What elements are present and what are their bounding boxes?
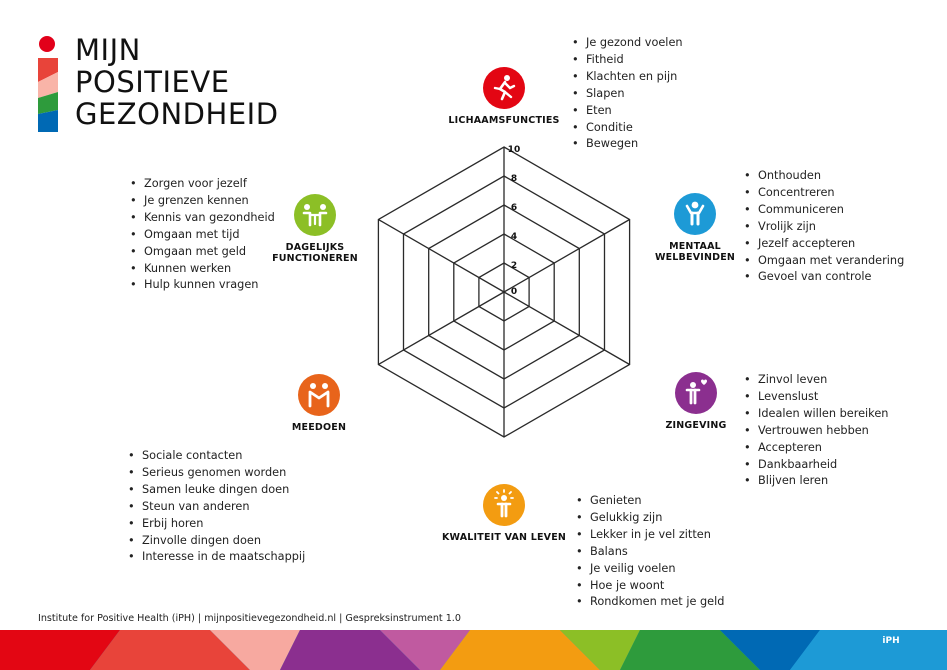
- list-item: • Bewegen: [570, 136, 683, 153]
- list-item: • Steun van anderen: [126, 499, 305, 516]
- list-item: • Je veilig voelen: [574, 561, 724, 578]
- radar-spoke: [504, 220, 630, 293]
- list-item: • Conditie: [570, 120, 683, 137]
- radar-tick-label: 8: [510, 174, 518, 184]
- list-item: • Idealen willen bereiken: [742, 406, 888, 423]
- person-arms-up-icon: [674, 193, 716, 235]
- list-item: • Gevoel van controle: [742, 269, 904, 286]
- radar-tick-label: 4: [510, 232, 518, 242]
- radar-spoke: [378, 292, 504, 365]
- list-item: • Kunnen werken: [128, 261, 275, 278]
- list-item: • Omgaan met tijd: [128, 227, 275, 244]
- logo-line-2: POSITIEVE: [75, 65, 230, 99]
- list-dagelijks-functioneren: [128, 176, 275, 294]
- list-item: • Erbij horen: [126, 516, 305, 533]
- radar-spoke: [504, 292, 630, 365]
- list-item: • Levenslust: [742, 389, 888, 406]
- list-item: • Interesse in de maatschappij: [126, 549, 305, 566]
- dimension-title-line-1: DAGELIJKS: [285, 242, 345, 253]
- two-people-icon: [298, 374, 340, 416]
- list-item: • Communiceren: [742, 202, 904, 219]
- footer-text: Institute for Positive Health (iPH) | mijnpositievegezondheid.nl | Gespreksinstrument 1.0: [38, 613, 461, 624]
- radar-tick-label: 2: [510, 261, 518, 271]
- list-item: • Balans: [574, 544, 724, 561]
- list-item: • Serieus genomen worden: [126, 465, 305, 482]
- list-item: • Jezelf accepteren: [742, 236, 904, 253]
- dimension-title: ZINGEVING: [665, 420, 727, 431]
- list-item: • Samen leuke dingen doen: [126, 482, 305, 499]
- list-kwaliteit-van-leven: [574, 493, 724, 611]
- list-meedoen: [126, 448, 305, 566]
- list-item: • Vertrouwen hebben: [742, 423, 888, 440]
- list-item: • Vrolijk zijn: [742, 219, 904, 236]
- sun-person-icon: [483, 484, 525, 526]
- running-person-icon: [483, 67, 525, 109]
- radar-spoke: [378, 220, 504, 293]
- dimension-title: LICHAAMSFUNCTIES: [448, 115, 560, 126]
- dimension-meedoen: [269, 374, 369, 433]
- people-at-table-icon: [294, 194, 336, 236]
- list-item: • Accepteren: [742, 440, 888, 457]
- dimension-title: MEEDOEN: [291, 422, 347, 433]
- list-item: • Zinvol leven: [742, 372, 888, 389]
- list-item: • Je grenzen kennen: [128, 193, 275, 210]
- list-item: • Onthouden: [742, 168, 904, 185]
- dimension-title-line-1: MENTAAL: [669, 241, 721, 252]
- list-item: • Fitheid: [570, 52, 683, 69]
- list-mentaal-welbevinden: [742, 168, 904, 286]
- radar-tick-label: 6: [510, 203, 518, 213]
- dimension-title-line-2: WELBEVINDEN: [654, 252, 736, 263]
- list-item: • Omgaan met geld: [128, 244, 275, 261]
- color-stripe: [0, 630, 947, 670]
- list-item: • Genieten: [574, 493, 724, 510]
- list-item: • Dankbaarheid: [742, 457, 888, 474]
- heart-person-icon: [675, 372, 717, 414]
- radar-tick-label: 0: [510, 287, 518, 297]
- list-item: • Omgaan met verandering: [742, 253, 904, 270]
- list-item: • Klachten en pijn: [570, 69, 683, 86]
- list-item: • Hulp kunnen vragen: [128, 277, 275, 294]
- list-item: • Slapen: [570, 86, 683, 103]
- list-item: • Blijven leren: [742, 473, 888, 490]
- list-item: • Je gezond voelen: [570, 35, 683, 52]
- iph-logo-icon: iPH: [882, 636, 900, 646]
- list-item: • Hoe je woont: [574, 578, 724, 595]
- dimension-kwaliteit-van-leven: [434, 484, 574, 543]
- list-item: • Concentreren: [742, 185, 904, 202]
- list-item: • Rondkomen met je geld: [574, 594, 724, 611]
- radar-tick-label: 10: [507, 145, 521, 155]
- list-item: • Lekker in je vel zitten: [574, 527, 724, 544]
- dimension-zingeving: [646, 372, 746, 431]
- list-item: • Sociale contacten: [126, 448, 305, 465]
- logo-line-1: MIJN: [75, 33, 141, 67]
- list-item: • Eten: [570, 103, 683, 120]
- list-item: • Kennis van gezondheid: [128, 210, 275, 227]
- dimension-lichaamsfuncties: [444, 67, 564, 126]
- dimension-mentaal-welbevinden: [640, 193, 750, 263]
- dimension-title: KWALITEIT VAN LEVEN: [441, 532, 567, 543]
- list-item: • Gelukkig zijn: [574, 510, 724, 527]
- logo-line-3: GEZONDHEID: [75, 97, 279, 131]
- list-zingeving: [742, 372, 888, 490]
- dimension-title-line-2: FUNCTIONEREN: [272, 253, 358, 264]
- list-item: • Zorgen voor jezelf: [128, 176, 275, 193]
- list-item: • Zinvolle dingen doen: [126, 533, 305, 550]
- list-lichaamsfuncties: [570, 35, 683, 153]
